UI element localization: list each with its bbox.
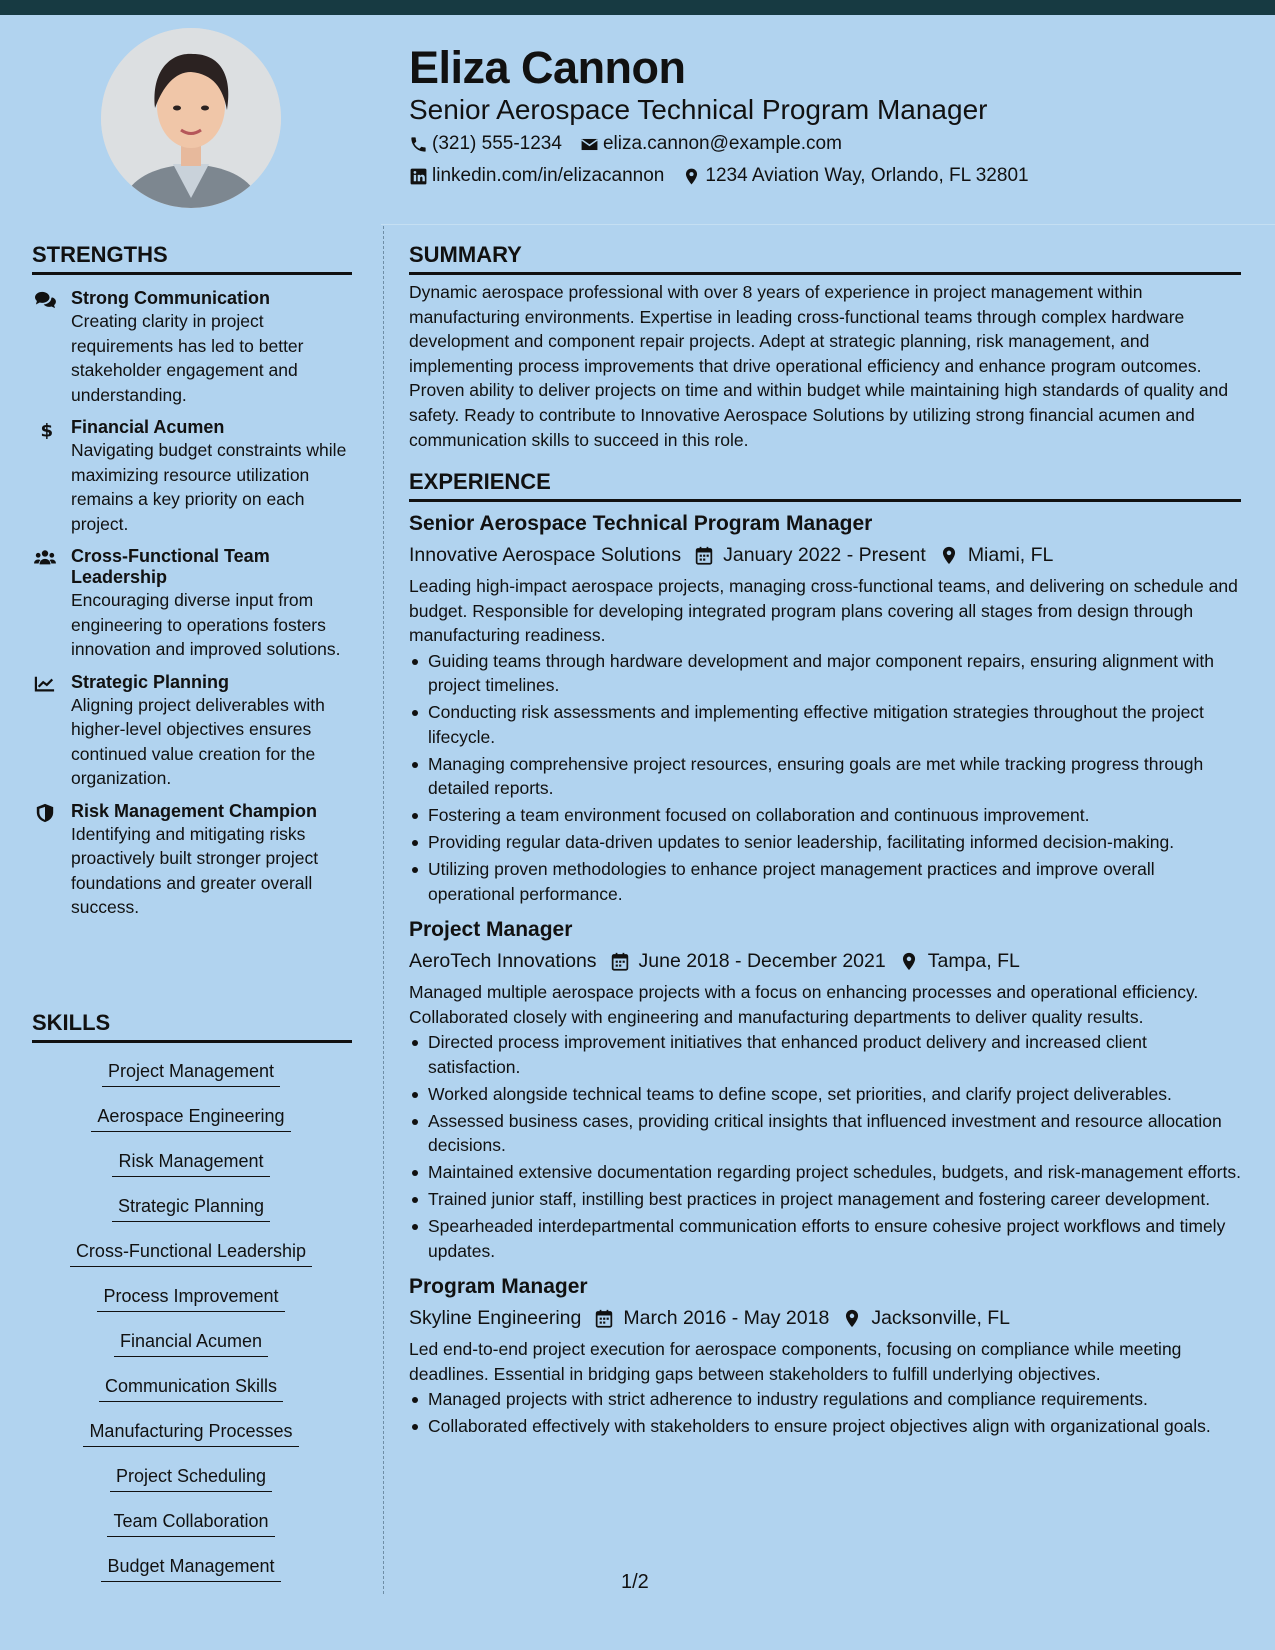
bullet-item: Collaborated effectively with stakeholders to ensure project objectives align with organizational goals.	[409, 1414, 1241, 1439]
svg-text:$: $	[40, 420, 54, 439]
strength-desc: Identifying and mitigating risks proactively built stronger project foundations and greater overall success.	[71, 823, 319, 917]
skill-item: Budget Management	[101, 1555, 280, 1582]
header-divider	[381, 224, 1275, 225]
bullet-item: Managing comprehensive project resources, ensuring goals are met while tracking progress through detailed reports.	[409, 752, 1241, 801]
bullet-item: Trained junior staff, instilling best practices in project management and fostering career development.	[409, 1187, 1241, 1212]
phone-icon	[409, 135, 428, 154]
job-location	[940, 540, 1054, 570]
address-contact	[682, 165, 1028, 187]
job-location	[843, 1303, 1010, 1333]
job-dates-text: June 2018 - December 2021	[638, 950, 886, 973]
bullet-item: Utilizing proven methodologies to enhance project management practices and improve overall operational performance.	[409, 857, 1241, 906]
linkedin-text: linkedin.com/in/elizacannon	[432, 165, 665, 186]
job-entry	[409, 510, 1241, 906]
job-description: Leading high-impact aerospace projects, managing cross-functional teams, and delivering on schedule and budget. Responsible for developing integrated program plans covering all stages from design through manufacturing readiness.	[409, 576, 1238, 646]
strengths-list	[32, 288, 352, 930]
phone-contact[interactable]	[409, 133, 562, 155]
bullet-item: Providing regular data-driven updates to senior leadership, facilitating informed decision-making.	[409, 830, 1241, 855]
strength-desc: Aligning project deliverables with higher-level objectives ensures continued value creation for the organization.	[71, 694, 325, 788]
job-meta	[409, 946, 1241, 976]
bullet-item: Managed projects with strict adherence to industry regulations and compliance requirements.	[409, 1387, 1241, 1412]
strength-item	[32, 801, 352, 920]
skill-item: Cross-Functional Leadership	[70, 1240, 312, 1267]
job-dates	[695, 540, 926, 570]
job-bullets	[409, 649, 1241, 907]
bullet-item: Conducting risk assessments and implementing effective mitigation strategies throughout the project lifecycle.	[409, 700, 1241, 749]
skill-item: Project Management	[102, 1060, 280, 1087]
strength-desc: Creating clarity in project requirements has led to better stakeholder engagement and understanding.	[71, 311, 304, 405]
experience-heading: EXPERIENCE	[409, 469, 1241, 502]
email-text: eliza.cannon@example.com	[602, 133, 842, 154]
skill-item: Project Scheduling	[110, 1465, 272, 1492]
contact-row-2	[409, 165, 1047, 187]
company-name: AeroTech Innovations	[409, 950, 597, 973]
skill-item: Aerospace Engineering	[91, 1105, 290, 1132]
phone-text: (321) 555-1234	[432, 133, 562, 154]
candidate-name: Eliza Cannon	[409, 42, 686, 93]
strength-item	[32, 417, 352, 536]
email-contact[interactable]	[580, 133, 842, 155]
comments-icon	[34, 290, 56, 310]
skill-item: Manufacturing Processes	[83, 1420, 298, 1447]
top-bar	[0, 0, 1275, 15]
job-dates	[595, 1303, 829, 1333]
job-title: Senior Aerospace Technical Program Manager	[409, 512, 873, 536]
bullet-item: Spearheaded interdepartmental communication efforts to ensure cohesive project workflows and timely updates.	[409, 1214, 1241, 1263]
strength-item	[32, 672, 352, 791]
strength-item	[32, 546, 352, 662]
job-location	[900, 946, 1020, 976]
skill-item: Team Collaboration	[107, 1510, 274, 1537]
job-dates	[611, 946, 886, 976]
skill-item: Financial Acumen	[114, 1330, 268, 1357]
skill-item: Communication Skills	[99, 1375, 283, 1402]
job-bullets	[409, 1030, 1241, 1263]
job-location-text: Miami, FL	[967, 544, 1054, 567]
calendar-icon	[695, 546, 713, 565]
envelope-icon	[580, 135, 599, 154]
strength-title: Strong Communication	[71, 288, 270, 308]
company-name: Skyline Engineering	[409, 1307, 582, 1330]
bullet-item: Worked alongside technical teams to define scope, set priorities, and clarify project deliverables.	[409, 1082, 1241, 1107]
skill-item: Strategic Planning	[112, 1195, 270, 1222]
strength-desc: Encouraging diverse input from engineering to operations fosters innovation and improved solutions.	[71, 590, 341, 659]
job-dates-text: March 2016 - May 2018	[623, 1307, 830, 1330]
calendar-icon	[611, 952, 629, 971]
main-column	[409, 280, 1241, 1449]
strength-desc: Navigating budget constraints while maximizing resource utilization remains a key priority on each project.	[71, 440, 347, 534]
bullet-item: Directed process improvement initiatives that enhanced product delivery and increased client satisfaction.	[409, 1030, 1241, 1079]
users-icon	[34, 548, 56, 568]
job-entry	[409, 916, 1241, 1263]
map-pin-icon	[900, 952, 918, 971]
skill-item: Process Improvement	[97, 1285, 284, 1312]
skills-heading: SKILLS	[32, 1010, 352, 1043]
job-entry	[409, 1273, 1241, 1439]
strength-title: Strategic Planning	[71, 671, 230, 692]
map-pin-icon	[682, 167, 701, 186]
strength-item	[32, 288, 352, 407]
contact-row	[409, 133, 860, 155]
job-bullets	[409, 1387, 1241, 1439]
linkedin-icon	[409, 167, 428, 186]
job-meta	[409, 540, 1241, 570]
bullet-item: Guiding teams through hardware development and major component repairs, ensuring alignment with project timelines.	[409, 649, 1241, 698]
strengths-heading: STRENGTHS	[32, 242, 352, 275]
summary-heading: SUMMARY	[409, 242, 1241, 275]
shield-icon	[34, 803, 56, 823]
calendar-icon	[595, 1309, 613, 1328]
job-location-text: Jacksonville, FL	[871, 1307, 1011, 1330]
map-pin-icon	[940, 546, 958, 565]
strength-title: Cross-Functional Team Leadership	[71, 546, 270, 587]
skill-item: Risk Management	[112, 1150, 269, 1177]
strength-title: Financial Acumen	[71, 417, 225, 437]
profile-photo	[101, 28, 281, 208]
job-description: Managed multiple aerospace projects with a focus on enhancing processes and operational efficiency. Collaborated closely with engineering and manufacturing departments to deliver quality results.	[409, 982, 1199, 1027]
address-text: 1234 Aviation Way, Orlando, FL 32801	[705, 165, 1029, 186]
job-location-text: Tampa, FL	[927, 950, 1020, 973]
job-meta	[409, 1303, 1241, 1333]
column-divider	[383, 226, 384, 1594]
bullet-item: Assessed business cases, providing critical insights that influenced investment and resource allocation decisions.	[409, 1109, 1241, 1158]
skills-list	[32, 1060, 350, 1600]
chart-line-icon	[34, 674, 56, 694]
job-title: Project Manager	[409, 918, 573, 942]
job-description: Led end-to-end project execution for aerospace components, focusing on compliance while meeting deadlines. Essential in bridging gaps between stakeholders to fulfill underlying objectives.	[409, 1339, 1182, 1384]
strength-title: Risk Management Champion	[71, 800, 318, 821]
bullet-item: Maintained extensive documentation regarding project schedules, budgets, and risk-management efforts.	[409, 1160, 1241, 1185]
company-name: Innovative Aerospace Solutions	[409, 544, 682, 567]
dollar-icon	[34, 419, 56, 439]
linkedin-contact[interactable]	[409, 165, 664, 187]
job-title: Program Manager	[409, 1275, 588, 1299]
summary-text: Dynamic aerospace professional with over 8 years of experience in project management within manufacturing environments. Expertise in leading cross-functional teams through complex hardware development and component repair projects. Adept at strategic planning, risk management, and implementing process improvements that drive operational efficiency and enhance program outcomes. Proven ability to deliver projects on time and within budget while maintaining high standards of quality and safety. Ready to contribute to Innovative Aerospace Solutions by utilizing strong financial acumen and communication skills to succeed in this role.	[409, 282, 1229, 450]
page-number: 1/2	[621, 1571, 649, 1593]
map-pin-icon	[843, 1309, 861, 1328]
candidate-title: Senior Aerospace Technical Program Manager	[409, 94, 988, 125]
job-dates-text: January 2022 - Present	[723, 544, 926, 567]
bullet-item: Fostering a team environment focused on collaboration and continuous improvement.	[409, 803, 1241, 828]
